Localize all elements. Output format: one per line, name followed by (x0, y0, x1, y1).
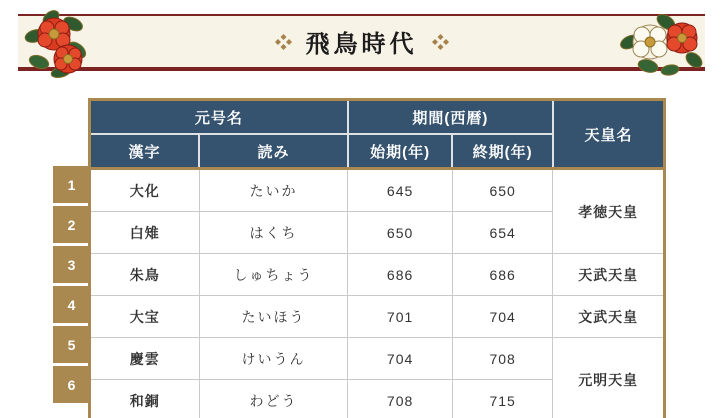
header-banner (18, 14, 705, 71)
start-year: 708 (348, 380, 453, 418)
col-header-end-year: 終期(年) (452, 134, 553, 169)
end-year: 704 (452, 296, 553, 338)
era-kanji: 大宝 (90, 296, 200, 338)
row-number: 3 (53, 246, 90, 283)
row-number: 2 (53, 206, 90, 243)
col-header-emperor: 天皇名 (553, 100, 665, 169)
era-reading: しゅちょう (199, 254, 348, 296)
era-reading: はくち (199, 212, 348, 254)
col-group-era-name: 元号名 (90, 100, 348, 135)
white-and-red-camellia-flowers-icon (608, 8, 704, 78)
era-reading: けいうん (199, 338, 348, 380)
end-year: 650 (452, 169, 553, 212)
table-row (90, 296, 665, 338)
row-number: 6 (53, 366, 90, 403)
emperor-name: 孝徳天皇 (553, 169, 665, 254)
era-kanji: 白雉 (90, 212, 200, 254)
banner-title-row (18, 16, 705, 67)
row-number: 1 (53, 166, 90, 203)
start-year: 704 (348, 338, 453, 380)
col-header-start-year: 始期(年) (348, 134, 453, 169)
start-year: 645 (348, 169, 453, 212)
start-year: 686 (348, 254, 453, 296)
end-year: 708 (452, 338, 553, 380)
era-reading: たいか (199, 169, 348, 212)
end-year: 715 (452, 380, 553, 418)
era-reading: たいほう (199, 296, 348, 338)
diamond-ornament-icon (275, 34, 292, 50)
era-reading: わどう (199, 380, 348, 418)
table-row (90, 338, 665, 380)
end-year: 654 (452, 212, 553, 254)
emperor-name: 天武天皇 (553, 254, 665, 296)
emperor-name: 文武天皇 (553, 296, 665, 338)
col-group-period: 期間(西暦) (348, 100, 553, 135)
row-number-column (53, 166, 90, 406)
era-kanji: 和銅 (90, 380, 200, 418)
row-number: 5 (53, 326, 90, 363)
start-year: 701 (348, 296, 453, 338)
col-header-reading: 読み (199, 134, 348, 169)
row-number: 4 (53, 286, 90, 323)
era-table (88, 98, 666, 418)
era-kanji: 朱鳥 (90, 254, 200, 296)
start-year: 650 (348, 212, 453, 254)
table-header-group-row (90, 100, 665, 135)
table-row (90, 169, 665, 212)
table-row (90, 254, 665, 296)
emperor-name: 元明天皇 (553, 338, 665, 418)
end-year: 686 (452, 254, 553, 296)
diamond-ornament-icon (432, 34, 449, 50)
page-title: 飛鳥時代 (305, 32, 418, 58)
era-kanji: 慶雲 (90, 338, 200, 380)
col-header-kanji: 漢字 (90, 134, 200, 169)
era-kanji: 大化 (90, 169, 200, 212)
